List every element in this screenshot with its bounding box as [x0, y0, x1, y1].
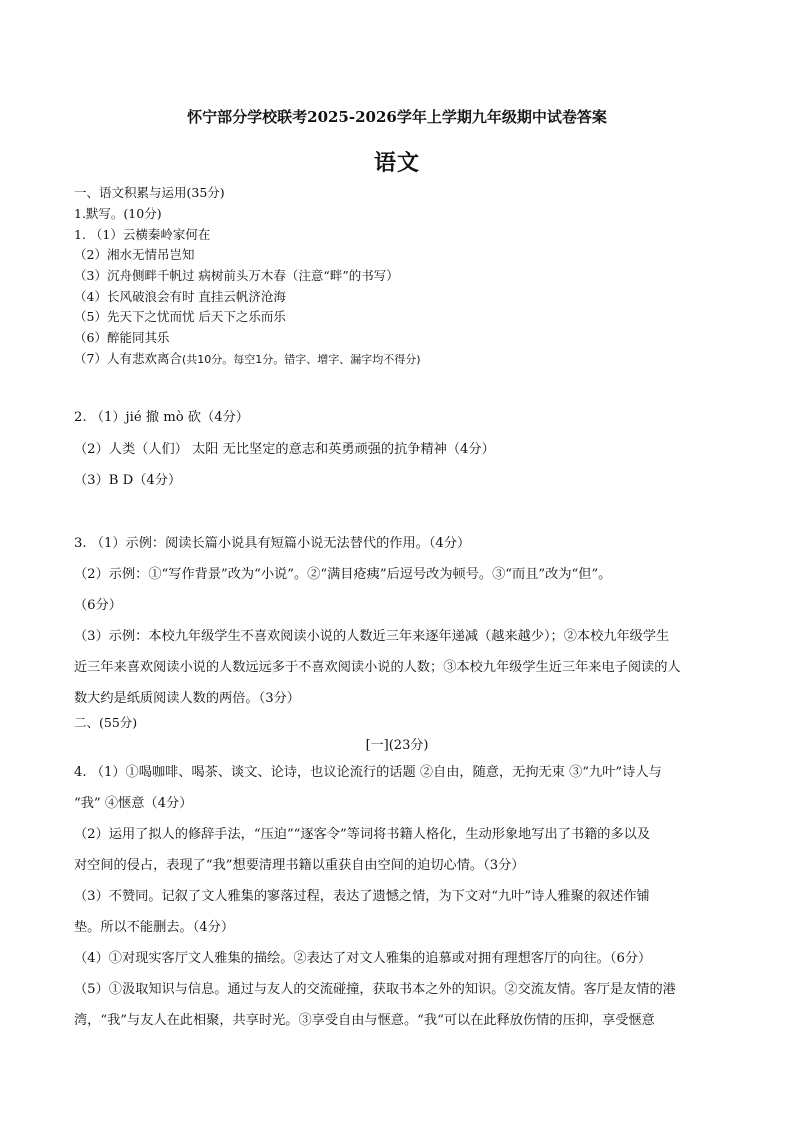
scoring-note: (共10分。每空1分。错字、增字、漏字均不得分): [181, 353, 421, 366]
answer-line: 1. （1）云横秦岭家何在: [74, 227, 211, 242]
answer-line: （3）沉舟侧畔千帆过 病树前头万木春（注意“畔”的书写）: [74, 268, 399, 283]
document-title: 怀宁部分学校联考2025-2026学年上学期九年级期中试卷答案: [187, 108, 607, 126]
question-label: 1.默写。(10分): [74, 206, 162, 221]
answer-line: （2）运用了拟人的修辞手法，“压迫”“逐客令”等词将书籍人格化，生动形象地写出了书籍的多以及: [74, 827, 651, 842]
answer-line: （2）湘水无情吊岂知: [74, 247, 195, 262]
answer-line: “我” ④惬意（4分）: [74, 796, 193, 811]
answer-line: （4）长风破浪会有时 直挂云帆济沧海: [74, 289, 286, 304]
answer-line: 2. （1）jié 撤 mò 砍（4分）: [74, 410, 249, 425]
answer-line: （4）①对现实客厅文人雅集的描绘。②表达了对文人雅集的追慕或对拥有理想客厅的向往。（6分）: [74, 951, 652, 966]
answer-line: 3. （1）示例：阅读长篇小说具有短篇小说无法替代的作用。（4分）: [74, 536, 471, 551]
answer-line: 4. （1）①喝咖啡、喝茶、谈文、论诗，也议论流行的话题 ②自由，随意，无拘无束 ③“九叶”诗人与: [74, 765, 662, 780]
answer-line: （2）示例：①“写作背景”改为“小说”。②“满目疮痍”后逗号改为顿号。③“而且”改为“但”。: [74, 567, 612, 582]
answer-line: 湾，“我”与友人在此相聚，共享时光。③享受自由与惬意。“我“可以在此释放伤情的压抑，享受惬意: [74, 1013, 655, 1028]
answer-line: 数大约是纸质阅读人数的两倍。（3分）: [74, 691, 300, 706]
section-heading: 二、(55分): [74, 715, 138, 730]
answer-line: （6分）: [74, 598, 122, 613]
answer-line: （3）示例：本校九年级学生不喜欢阅读小说的人数近三年来逐年递减（越来越少）；②本校九年级学生: [74, 629, 670, 644]
answer-line: （3）不赞同。记叙了文人雅集的寥落过程，表达了遗憾之情，为下文对“九叶”诗人雅聚的叙述作铺: [74, 889, 650, 904]
answer-line: （2）人类（人们） 太阳 无比坚定的意志和英勇顽强的抗争精神（4分）: [74, 442, 495, 457]
answer-line: （3）B D（4分）: [74, 473, 182, 488]
answer-text: （7）人有悲欢离合: [74, 351, 182, 366]
answer-line: （5）①汲取知识与信息。通过与友人的交流碰撞，获取书本之外的知识。②交流友情。客厅是友情的港: [74, 982, 676, 997]
section-heading: 一、语文积累与运用(35分): [74, 185, 225, 200]
answer-line: 垫。所以不能删去。（4分）: [74, 920, 235, 935]
answer-line: （6）醉能同其乐: [74, 330, 170, 345]
answer-line: 近三年来喜欢阅读小说的人数远远多于不喜欢阅读小说的人数；③本校九年级学生近三年来电子阅读的人: [74, 660, 681, 675]
subject-heading: 语文: [373, 150, 420, 176]
answer-line: （5）先天下之忧而忧 后天下之乐而乐: [74, 309, 286, 324]
answer-line: 对空间的侵占，表现了“我”想要清理书籍以重获自由空间的迫切心情。（3分）: [74, 858, 525, 873]
subsection-heading: [一](23分): [365, 738, 429, 753]
answer-line: [74, 349, 421, 367]
